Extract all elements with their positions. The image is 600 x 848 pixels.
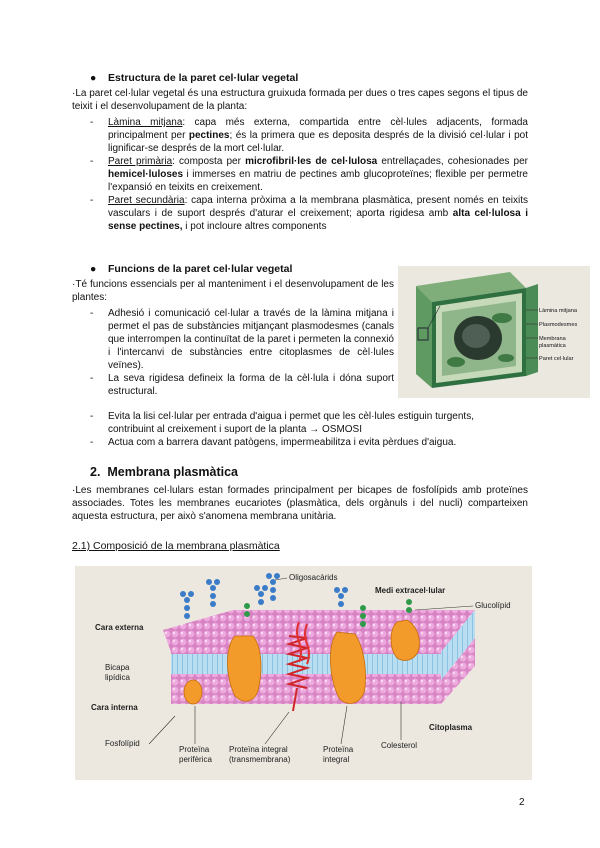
- label-bilayer: lipídica: [105, 673, 130, 682]
- label-transmembrane-protein: Proteïna integral: [229, 745, 288, 754]
- label-inner-face: Cara interna: [91, 703, 138, 712]
- label-integral-protein: Proteïna: [323, 745, 354, 754]
- section-title: [90, 465, 238, 479]
- subsection-title: 2.1) Composició de la membrana plasmàtica: [72, 540, 280, 552]
- section-heading-cell-wall-functions: [90, 263, 292, 275]
- label-transmembrane-protein: (transmembrana): [229, 755, 291, 764]
- figure-label: Membrana: [539, 336, 566, 342]
- section-title-text: Membrana plasmàtica: [107, 465, 238, 479]
- label-integral-protein: integral: [323, 755, 350, 764]
- wall-functions-list-cont: [90, 410, 518, 449]
- list-item: - Paret secundària: capa interna pròxima a la membrana plasmàtica, present només en teixits vasculars i de suport després d'aturar el creixement; aporta rigidesa amb alta cel·lulosa i sense pectines, i pot incloure altres components: [90, 195, 528, 232]
- section2-intro: ·Té funcions essencials per al manteniment i el desenvolupament de les plantes:: [72, 279, 394, 303]
- heading-text: Funcions de la paret cel·lular vegetal: [108, 263, 293, 275]
- bullet-dot: ●: [90, 72, 97, 84]
- membrane-paragraph: ·Les membranes cel·lulars estan formades principalment per bicapes de fosfolípids amb proteïnes associades. Totes les membranes eucariotes (plasmàtica, dels orgànuls i del nucli) comparteixen aquesta estructura, per això s'anomena membrana unitària.: [72, 485, 528, 522]
- membrane-figure: [75, 566, 532, 780]
- label-peripheral-protein: Proteïna: [179, 745, 210, 754]
- label-bilayer: Bicapa: [105, 663, 130, 672]
- plant-cell-figure: [398, 266, 590, 398]
- list-item: - Adhesió i comunicació cel·lular a través de la làmina mitjana i permet el pas de substàncies mitjançant plasmodesmes (canals que interrompen la continuïtat de la paret i permeten la connexió i l'intercanvi de substàncies entre citoplasmes de cèl·lules veïnes).: [90, 308, 394, 371]
- figure-label: Paret cel·lular: [539, 356, 574, 362]
- label-glycolipid: Glucolípid: [475, 601, 511, 610]
- label-cholesterol: Colesterol: [381, 741, 418, 750]
- list-item: - Evita la lisi cel·lular per entrada d'aigua i permet que les cèl·lules estiguin turgents, contribuint al creixement i suport de la planta → OSMOSI: [90, 411, 474, 435]
- figure-label: Plasmodesmes: [539, 322, 578, 328]
- page-number: 2: [519, 797, 525, 808]
- list-item: - Paret primària: composta per microfibril·les de cel·lulosa entrellaçades, cohesionades per hemicel·luloses i immerses en matriu de pectines amb glucoproteïnes; flexible per permetre l'expansió en teixits en creixement.: [90, 156, 529, 193]
- label-phospholipid: Fosfolípid: [105, 739, 140, 748]
- bullet-dot: ●: [90, 263, 97, 275]
- label-cytoplasm: Citoplasma: [429, 723, 473, 732]
- label-oligosaccharides: Oligosacàrids: [289, 573, 338, 582]
- wall-layers-list: [90, 116, 529, 233]
- plant-cell-illustration: [398, 266, 590, 398]
- label-outer-face: Cara externa: [95, 623, 144, 632]
- figure-label: plasmàtica: [539, 343, 566, 349]
- wall-functions-list: [90, 307, 394, 398]
- section1-intro: ·La paret cel·lular vegetal és una estructura gruixuda formada per dues o tres capes segons el tipus de teixit i el desenvolupament de la planta:: [72, 88, 528, 112]
- label-extracellular: Medi extracel·lular: [375, 586, 446, 595]
- list-item: - La seva rigidesa defineix la forma de la cèl·lula i dóna suport estructural.: [90, 373, 394, 397]
- membrane-illustration: [75, 566, 532, 780]
- list-item: - Làmina mitjana: capa més externa, compartida entre cèl·lules adjacents, formada principalment per pectines; és la primera que es deposita després de la divisió cel·lular i pot lignificar-se després de la mort cel·lular.: [90, 117, 528, 154]
- section-heading-cell-wall-structure: [90, 72, 298, 84]
- heading-text: Estructura de la paret cel·lular vegetal: [108, 72, 299, 84]
- list-item: - Actua com a barrera davant patògens, impermeabilitza i evita pèrdues d'aigua.: [90, 437, 457, 448]
- figure-label: Làmina mitjana: [539, 308, 577, 314]
- label-peripheral-protein: perifèrica: [179, 755, 212, 764]
- section-number: 2.: [90, 465, 101, 479]
